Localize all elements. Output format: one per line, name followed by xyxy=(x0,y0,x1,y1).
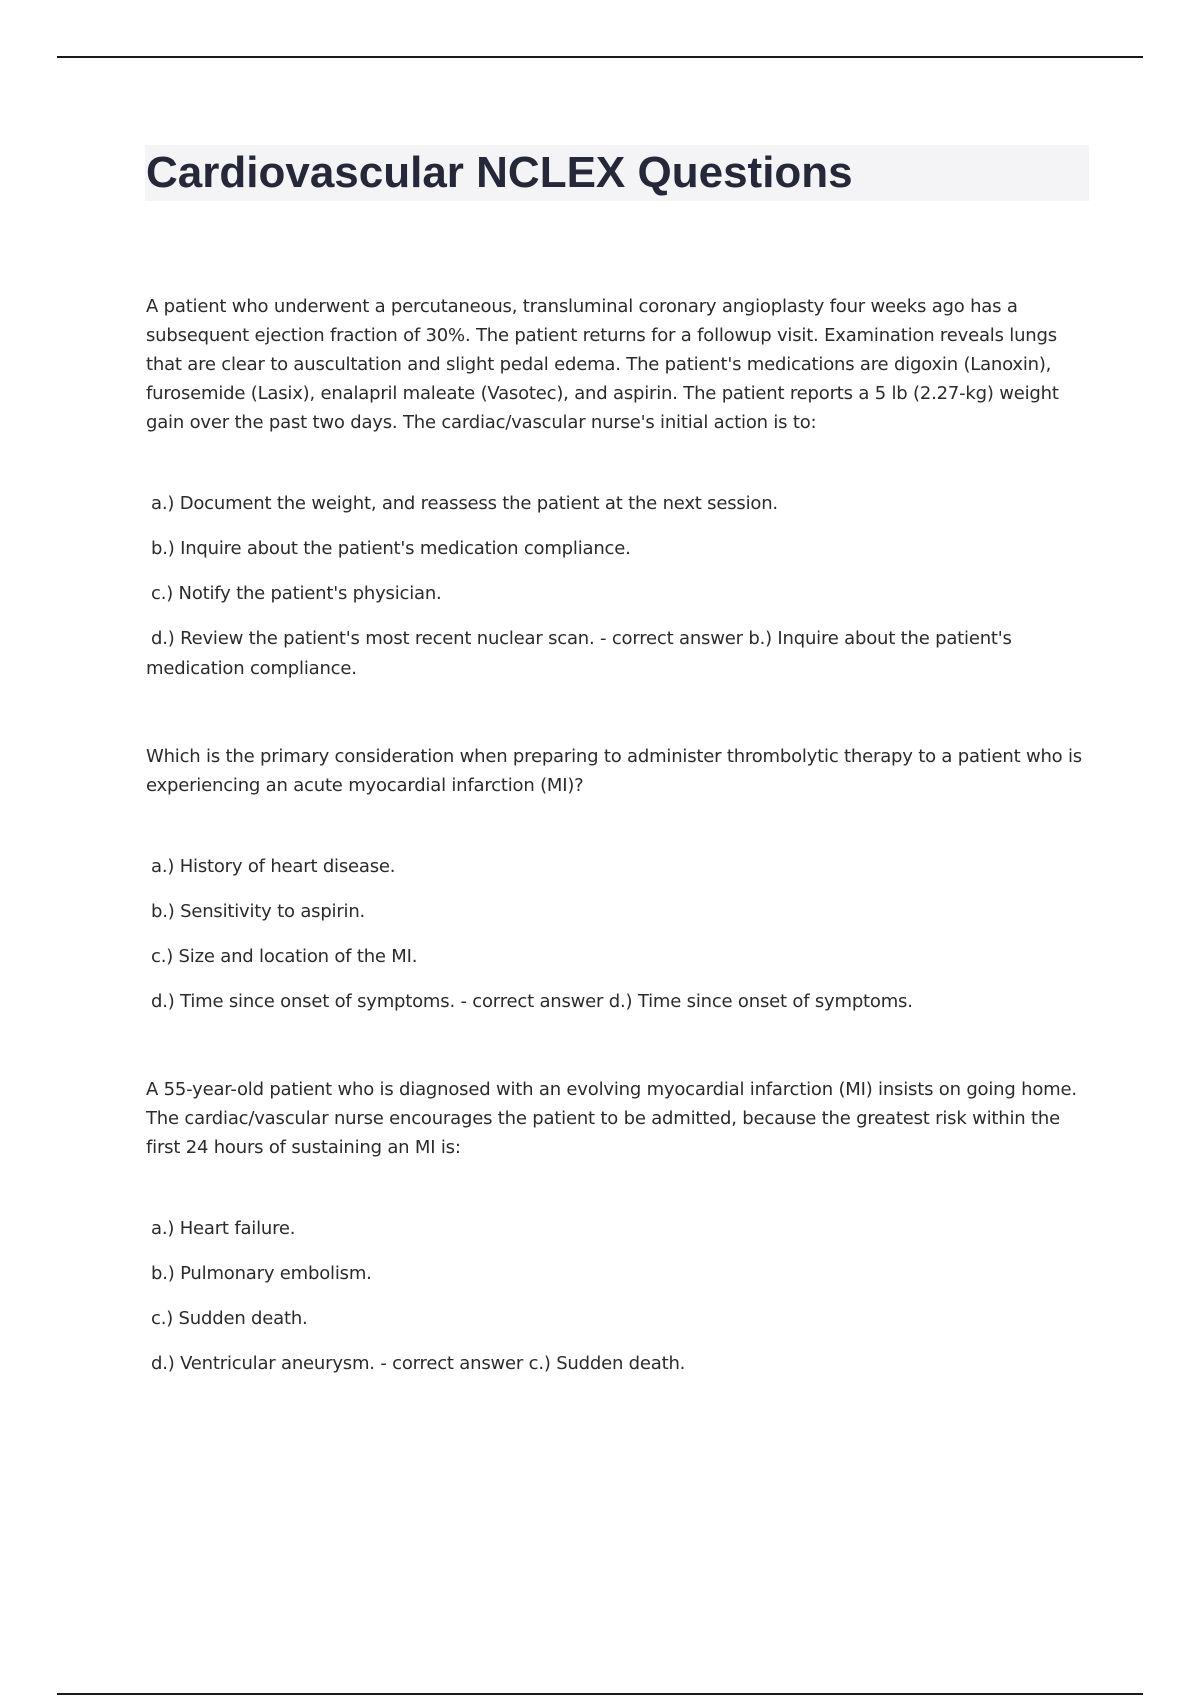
question-2-options xyxy=(146,852,1086,1017)
question-1-option-c: c.) Notify the patient's physician. xyxy=(151,583,442,604)
question-3-options xyxy=(146,1214,1086,1379)
question-1-option-b: b.) Inquire about the patient's medication compliance. xyxy=(151,538,631,559)
page-title: Cardiovascular NCLEX Questions xyxy=(146,148,853,197)
question-2-option-c: c.) Size and location of the MI. xyxy=(151,946,418,967)
question-3-option-b: b.) Pulmonary embolism. xyxy=(151,1263,372,1284)
question-1-stem: A patient who underwent a percutaneous, transluminal coronary angioplasty four weeks ago has a subsequent ejection fraction of 30%. The patient returns for a followup visit. Examination reveals lungs that are clear to auscultation and slight pedal edema. The patient's medications are digoxin (Lanoxin), furosemide (Lasix), enalapril maleate (Vasotec), and aspirin. The patient reports a 5 lb (2.27-kg) weight gain over the past two days. The cardiac/vascular nurse's initial action is to: xyxy=(146,296,1059,433)
question-2-option-b: b.) Sensitivity to aspirin. xyxy=(151,901,366,922)
question-2-stem: Which is the primary consideration when preparing to administer thrombolytic therapy to a patient who is experiencing an acute myocardial infarction (MI)? xyxy=(146,746,1082,796)
header-rule xyxy=(57,56,1143,58)
question-3-option-d-with-answer: d.) Ventricular aneurysm. - correct answer c.) Sudden death. xyxy=(151,1353,686,1374)
question-1-options xyxy=(146,489,1086,684)
question-3-option-c: c.) Sudden death. xyxy=(151,1308,308,1329)
question-3 xyxy=(146,1075,1086,1379)
question-list xyxy=(146,292,1086,1379)
question-3-stem: A 55-year-old patient who is diagnosed with an evolving myocardial infarction (MI) insists on going home. The cardiac/vascular nurse encourages the patient to be admitted, because the greatest risk within the first 24 hours of sustaining an MI is: xyxy=(146,1079,1077,1158)
question-3-option-a: a.) Heart failure. xyxy=(151,1218,296,1239)
question-1 xyxy=(146,292,1086,684)
question-2 xyxy=(146,742,1086,1017)
footer-rule xyxy=(57,1693,1143,1695)
question-2-option-a: a.) History of heart disease. xyxy=(151,856,396,877)
question-1-option-d-with-answer: d.) Review the patient's most recent nuclear scan. - correct answer b.) Inquire about the patient's medication compliance. xyxy=(146,628,1012,679)
question-2-option-d-with-answer: d.) Time since onset of symptoms. - correct answer d.) Time since onset of symptoms. xyxy=(151,991,913,1012)
question-1-option-a: a.) Document the weight, and reassess the patient at the next session. xyxy=(151,493,778,514)
